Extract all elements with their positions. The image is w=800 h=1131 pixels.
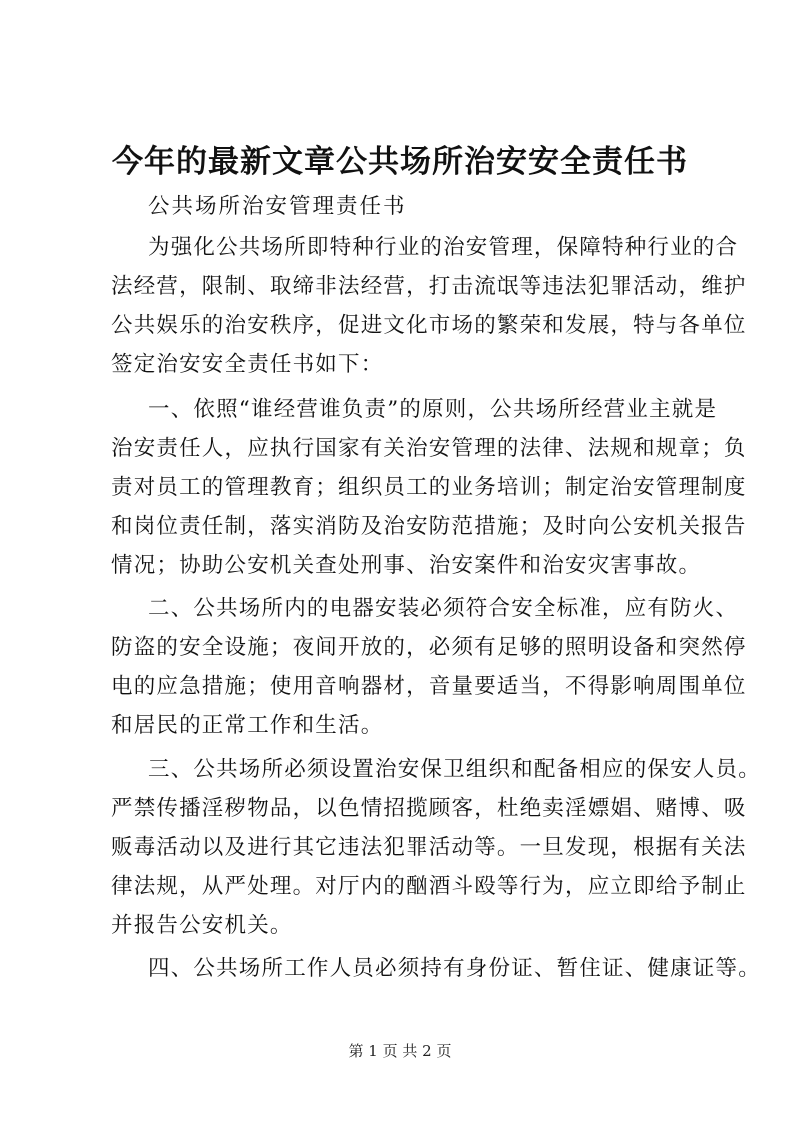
paragraph-line: 为强化公共场所即特种行业的治安管理，保障特种行业的合	[148, 235, 739, 260]
paragraph-line: 严禁传播淫秽物品，以色情招揽顾客，杜绝卖淫嫖娼、赌博、吸	[111, 796, 747, 821]
paragraph-line: 四、公共场所工作人员必须持有身份证、暂住证、健康证等。	[148, 956, 761, 981]
paragraph-line: 并报告公安机关。	[111, 913, 293, 938]
paragraph-line: 责对员工的管理教育；组织员工的业务培训；制定治安管理制度	[111, 475, 747, 500]
paragraph-line: 和岗位责任制，落实消防及治安防范措施；及时向公安机关报告	[111, 514, 747, 539]
paragraph-line: 三、公共场所必须设置治安保卫组织和配备相应的保安人员。	[148, 757, 761, 782]
paragraph-line: 签定治安安全责任书如下：	[111, 352, 384, 377]
paragraph-line: 法经营，限制、取缔非法经营，打击流氓等违法犯罪活动，维护	[111, 274, 747, 299]
paragraph-line: 贩毒活动以及进行其它违法犯罪活动等。一旦发现，根据有关法	[111, 835, 747, 860]
paragraph-line: 律法规，从严处理。对厅内的酗酒斗殴等行为，应立即给予制止	[111, 874, 747, 899]
paragraph-line: 一、依照“谁经营谁负责”的原则，公共场所经营业主就是	[148, 397, 718, 422]
paragraph-line: 电的应急措施；使用音响器材，音量要适当，不得影响周围单位	[111, 674, 747, 699]
paragraph-line: 二、公共场所内的电器安装必须符合安全标准，应有防火、	[148, 596, 739, 621]
paragraph-line: 治安责任人，应执行国家有关治安管理的法律、法规和规章；负	[111, 436, 747, 461]
paragraph-line: 公共娱乐的治安秩序，促进文化市场的繁荣和发展，特与各单位	[111, 313, 747, 338]
paragraph-line: 情况；协助公安机关查处刑事、治安案件和治安灾害事故。	[111, 553, 702, 578]
page-footer: 第 1 页 共 2 页	[348, 1042, 452, 1060]
paragraph-line: 防盗的安全设施；夜间开放的，必须有足够的照明设备和突然停	[111, 635, 747, 660]
document-subtitle: 公共场所治安管理责任书	[148, 194, 407, 219]
paragraph-line: 和居民的正常工作和生活。	[111, 713, 384, 738]
document-title: 今年的最新文章公共场所治安安全责任书	[112, 144, 688, 180]
